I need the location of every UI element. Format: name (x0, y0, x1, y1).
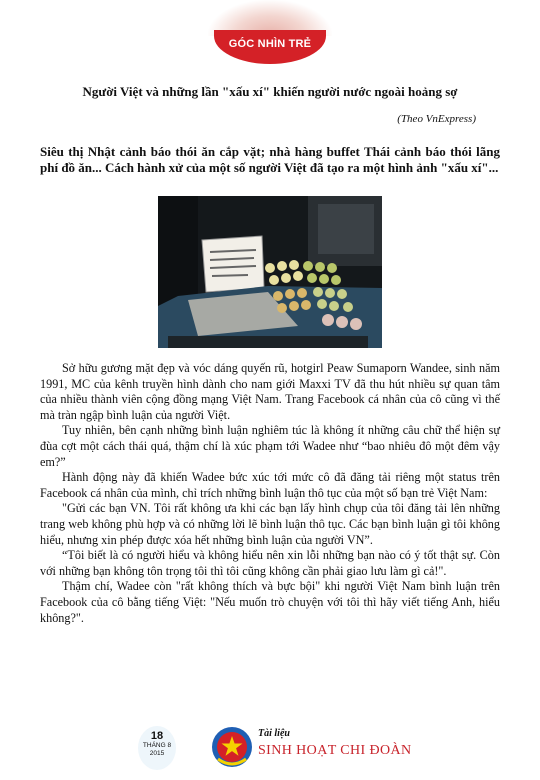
section-banner (214, 30, 326, 64)
article-paragraph: “Tôi biết là có người hiểu và không hiểu nên xin lỗi những bạn nào có ý tốt thật sự. Còn với những bạn không tôn trọng tôi thì tôi cũng không cần phải giao lưu làm gì cả!". (40, 548, 500, 578)
article-body (40, 361, 500, 626)
article-lead: Siêu thị Nhật cảnh báo thói ăn cắp vặt; nhà hàng buffet Thái cảnh báo thói lãng phí đồ ăn... Cách hành xử của một số người Việt đã tạo ra một hình ảnh "xấu xí"... (40, 144, 500, 175)
article-title: Người Việt và những lần "xấu xí" khiến người nước ngoài hoảng sợ (82, 84, 458, 99)
publication-title (258, 728, 412, 759)
article-paragraph: Sở hữu gương mặt đẹp và vóc dáng quyến rũ, hotgirl Peaw Sumaporn Wandee, sinh năm 1991, MC của kênh truyền hình dành cho nam giới Maxxi TV đã thu hút nhiều sự quan tâm của nhiều thành viên cộng đồng mạng Việt Nam. Trang Facebook cá nhân của cô cũng vì thế mà tràn ngập bình luận của người Việt. (40, 361, 500, 422)
article-paragraph: Tuy nhiên, bên cạnh những bình luận nghiêm túc là không ít những câu chữ thể hiện sự đùa cợt một cách thái quá, thậm chí là xúc phạm tới Wadee như “bao nhiêu đô một đêm vậy em?” (40, 423, 500, 469)
section-label: GÓC NHÌN TRẺ (228, 38, 312, 50)
issue-year: 2015 (149, 750, 165, 757)
issue-month: THÁNG 8 (142, 742, 172, 749)
page-number: 18 (150, 730, 164, 742)
article-paragraph: "Gửi các bạn VN. Tôi rất không ưa khi các bạn lấy hình chụp của tôi đăng tải lên những trang web không phù hợp và có những lời lẽ bình luận thô tục. Các bạn bình luận gì tôi không hiểu, nhưng xin phép được xóa hết những bình luận của người VN”. (40, 501, 500, 547)
publication-big: SINH HOẠT CHI ĐOÀN (258, 743, 412, 758)
article-paragraph: Thậm chí, Wadee còn "rất không thích và bực bội" khi người Việt Nam bình luận trên Facebook của cô bằng tiếng Việt: "Nếu muốn trò chuyện với tôi thì hãy viết tiếng Anh, hiểu không?". (40, 579, 500, 625)
page-badge (138, 726, 176, 770)
publication-small: Tài liệu (258, 728, 290, 739)
article-photo (158, 196, 382, 348)
youth-union-emblem-icon (210, 725, 254, 769)
article-paragraph: Hành động này đã khiến Wadee bức xúc tới mức cô đã đăng tải riêng một status trên Facebook cá nhân của mình, chỉ trích những bình luận thô tục của một số bạn trẻ Việt Nam: (40, 470, 500, 500)
article-source: (Theo VnExpress) (397, 113, 476, 125)
